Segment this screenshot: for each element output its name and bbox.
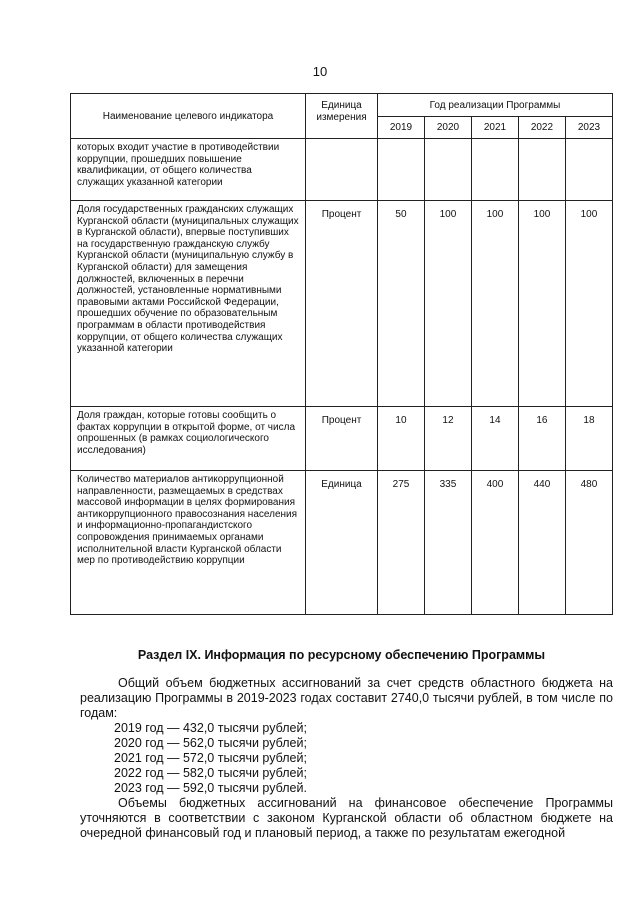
indicator-table [70,93,613,615]
table-row [71,407,613,471]
budget-paragraph: Общий объем бюджетных ассигнований за счет средств областного бюджета на реализацию Программы в 2019-2023 годах составит 2740,0 тысячи рублей, в том числе по годам: [80,676,613,720]
indicator-value: 480 [565,471,612,615]
section-title: Раздел IX. Информация по ресурсному обеспечению Программы [137,648,546,662]
header-unit: Единица измерения [306,94,378,139]
indicator-value [518,139,565,201]
header-year: 2023 [565,117,612,139]
indicator-value: 440 [518,471,565,615]
year-budget-line: 2021 год — 572,0 тысячи рублей; [114,751,307,765]
indicator-value [471,139,518,201]
table-row [71,471,613,615]
indicator-unit: Процент [306,407,378,471]
year-budget-line: 2019 год — 432,0 тысячи рублей; [114,721,307,735]
page-number: 10 [312,64,328,79]
indicator-unit [306,139,378,201]
indicator-value: 14 [471,407,518,471]
indicator-value: 275 [378,471,425,615]
header-year: 2021 [471,117,518,139]
indicator-value: 12 [424,407,471,471]
budget-adjustment-paragraph: Объемы бюджетных ассигнований на финансовое обеспечение Программы уточняются в соответствии с законом Курганской области об областном бюджете на очередной финансовый год и плановый период, а также по результатам ежегодной [80,796,613,840]
header-year: 2019 [378,117,425,139]
header-indicator-name: Наименование целевого индикатора [71,94,306,139]
table-row [71,139,613,201]
indicator-value [424,139,471,201]
indicator-value: 335 [424,471,471,615]
table-header-row [71,94,613,117]
indicator-unit: Единица [306,471,378,615]
indicator-value: 100 [565,201,612,407]
header-year: 2020 [424,117,471,139]
indicator-name: которых входит участие в противодействии коррупции, прошедших повышение квалификации, от общего количества служащих указанной категории [71,139,306,201]
indicator-name: Количество материалов антикоррупционной направленности, размещаемых в средствах массовой информации в целях формирования антикоррупционного правосознания населения и информационно-пропагандистского сопровождения принимаемых органами исполнительной власти Курганской области мер по противодействию коррупции [71,471,306,615]
year-budget-line: 2023 год — 592,0 тысячи рублей. [114,781,307,795]
table-row [71,201,613,407]
header-year: 2022 [518,117,565,139]
indicator-value: 100 [471,201,518,407]
indicator-value: 100 [424,201,471,407]
indicator-value [565,139,612,201]
indicator-value [378,139,425,201]
indicator-value: 16 [518,407,565,471]
year-budget-line: 2022 год — 582,0 тысячи рублей; [114,766,307,780]
year-budget-line: 2020 год — 562,0 тысячи рублей; [114,736,307,750]
indicator-value: 100 [518,201,565,407]
indicator-name: Доля государственных гражданских служащих Курганской области (муниципальных служащих в Курганской области), впервые поступивших на государственную гражданскую службу Курганской области (муниципальную службу в Курганской области) для замещения должностей, включенных в перечни должностей, установленные нормативными правовыми актами Российской Федерации, прошедших обучение по образовательным программам в области противодействия коррупции, от общего количества служащих указанной категории [71,201,306,407]
indicator-value: 18 [565,407,612,471]
indicator-value: 400 [471,471,518,615]
header-years-title: Год реализации Программы [378,94,613,117]
indicator-value: 10 [378,407,425,471]
indicator-value: 50 [378,201,425,407]
indicator-unit: Процент [306,201,378,407]
section-body [80,676,613,841]
indicator-name: Доля граждан, которые готовы сообщить о фактах коррупции в открытой форме, от числа опрошенных (в рамках социологического исследования) [71,407,306,471]
